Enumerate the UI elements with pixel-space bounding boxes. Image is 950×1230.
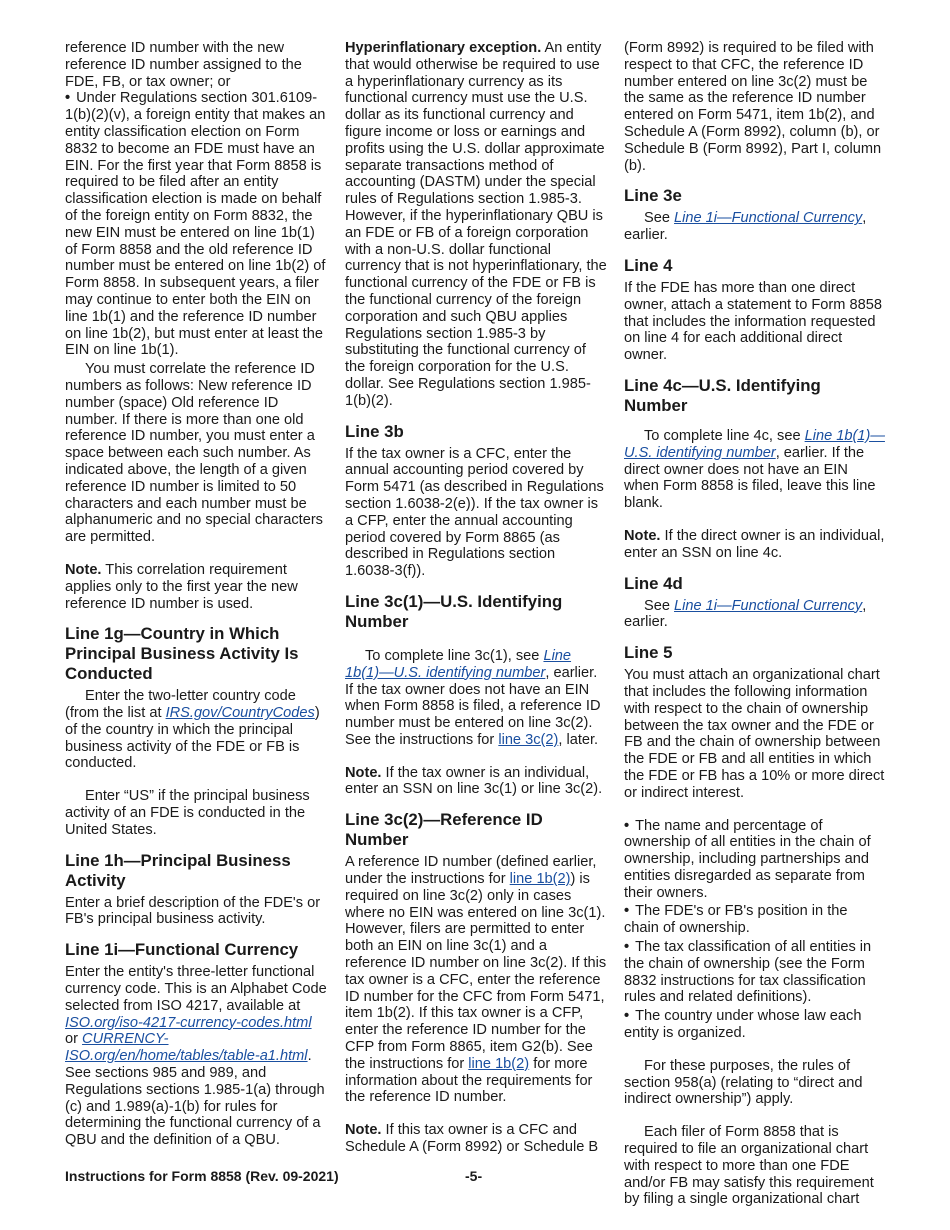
paragraph: Enter the two-letter country code (from the list at IRS.gov/CountryCodes) of the country in which the principal business activity of the FDE or FB is conducted.: [65, 688, 320, 772]
note-label: Note.: [65, 561, 102, 578]
currency-iso-link[interactable]: CURRENCY-ISO.org/en/home/tables/table-a1.html: [65, 1031, 308, 1065]
line-1i-link[interactable]: Line 1i—Functional Currency: [674, 210, 863, 227]
column-1: [65, 40, 328, 1161]
note: Note. If the tax owner is an individual, enter an SSN on line 3c(1) or line 3c(2).: [345, 764, 603, 798]
page-footer: [65, 1168, 886, 1184]
heading-line-5: Line 5: [624, 643, 673, 663]
bullet-item: • Under Regulations section 301.6109-1(b)(2)(v), a foreign entity that makes an entity classification election on Form 8832 to become an FDE must have an EIN. For the first year that Form 8858 is required to be filed after an entity classification election is made on behalf of the foreign entity on Form 8832, the new EIN must be entered on line 1b(1) of Form 8858 and the old reference ID number must be entered on line 1b(2) of Form 8858. In subsequent years, a filer may continue to enter both the EIN on line 1b(1) and the reference ID number on line 1b(2), but must enter at least the EIN on line 1b(1).: [65, 90, 328, 359]
countrycodes-link[interactable]: IRS.gov/CountryCodes: [165, 705, 315, 722]
column-2: [345, 40, 608, 1168]
line-1b1-link[interactable]: Line 1b(1)—U.S. identifying number: [624, 427, 885, 461]
paragraph: Hyperinflationary exception. An entity that would otherwise be required to use a hyperinflationary currency as its functional currency must use the U.S. dollar as its functional currency and figure income or loss or earnings and profits using the U.S. dollar approximate separate transactions method of accounting (DASTM) under the special rules of Regulations section 1.985-3. However, if the hyperinflationary QBU is an FDE or FB of a foreign corporation with a non-U.S. dollar functional currency that is not hyperinflationary, the functional currency of the FDE or FB is the functional currency of the foreign corporation and such QBU applies Regulations section 1.985-3 by substituting the functional currency of the foreign corporation for the U.S. dollar. See Regulations section 1.985-1(b)(2).: [345, 40, 607, 409]
iso-link[interactable]: ISO.org/iso-4217-currency-codes.html: [65, 1014, 312, 1031]
heading-line-4: Line 4: [624, 255, 673, 275]
bullet-item: • The country under whose law each entity is organized.: [624, 1008, 886, 1042]
page-number: -5-: [465, 1168, 483, 1184]
paragraph: reference ID number with the new reference ID number assigned to the FDE, FB, or tax owner; or: [65, 40, 302, 90]
bullet-item: • The tax classification of all entities in the chain of ownership (see the Form 8832 instructions for tax classification rules and related definitions).: [624, 939, 886, 1006]
line-1i-link[interactable]: Line 1i—Functional Currency: [674, 597, 863, 614]
note: Note. If the direct owner is an individual, enter an SSN on line 4c.: [624, 527, 885, 561]
heading-line-4c: Line 4c—U.S. Identifying Number: [624, 375, 821, 415]
heading-line-3c2: Line 3c(2)—Reference ID Number: [345, 810, 543, 850]
note: [65, 562, 328, 612]
footer-title: Instructions for Form 8858 (Rev. 09-2021): [65, 1168, 339, 1184]
paragraph: If the tax owner is a CFC, enter the annual accounting period covered by Form 5471 (as described in Regulations section 1.6038-2(e)). If the tax owner is a CFP, enter the annual accounting period covered by Form 8865 (as described in Regulations section 1.6038-3(f)).: [345, 445, 604, 580]
paragraph: A reference ID number (defined earlier, under the instructions for line 1b(2)) is required on line 3c(2) only in cases where no EIN was entered on line 3c(1). However, filers are permitted to enter both an EIN on line 3c(1) and a reference ID number on line 3c(2). If this tax owner is a CFC, enter the reference ID number for the CFC from Form 5471, item 1b(2). If this tax owner is a CFP, enter the reference ID number for the CFP from Form 8865, item G2(b). See the instructions for line 1b(2) for more information about the requirements for the reference ID number.: [345, 854, 607, 1106]
bullet-list: [624, 818, 886, 1042]
heading-line-3e: Line 3e: [624, 186, 682, 206]
note: Note. If this tax owner is a CFC and Schedule A (Form 8992) or Schedule B: [345, 1122, 599, 1156]
heading-line-4d: Line 4d: [624, 573, 683, 593]
paragraph: You must correlate the reference ID numbers as follows: New reference ID number (space) Old reference ID number. If there is more than one old reference ID number, you must enter a space between each such number. As indicated above, the length of a given reference ID number is limited to 50 characters and each number must be alphanumeric and no special characters are permitted.: [65, 361, 323, 546]
hyper-label: Hyperinflationary exception.: [345, 40, 542, 56]
line-1b2-link[interactable]: line 1b(2): [468, 1055, 530, 1072]
paragraph: Enter “US” if the principal business activity of an FDE is conducted in the United States.: [65, 788, 310, 838]
heading-line-1i: Line 1i—Functional Currency: [65, 940, 299, 960]
heading-line-1g: Line 1g—Country in Which Principal Business Activity Is Conducted: [65, 624, 299, 684]
paragraph: To complete line 4c, see Line 1b(1)—U.S. identifying number, earlier. If the direct owner does not have an EIN when Form 8858 is filed, leave this line blank.: [624, 427, 885, 512]
paragraph: For these purposes, the rules of section 958(a) (relating to “direct and indirect ownership”) apply.: [624, 1057, 863, 1108]
paragraph: See Line 1i—Functional Currency, earlier.: [624, 597, 867, 631]
line-1b2-link[interactable]: line 1b(2): [509, 871, 571, 888]
line-3c2-link[interactable]: line 3c(2): [498, 731, 559, 748]
paragraph: Enter a brief description of the FDE's or FB's principal business activity.: [65, 894, 321, 928]
paragraph: See Line 1i—Functional Currency, earlier.: [624, 210, 867, 244]
column-3: [624, 40, 886, 1220]
heading-line-3c1: Line 3c(1)—U.S. Identifying Number: [345, 591, 563, 631]
paragraph: If the FDE has more than one direct owner, attach a statement to Form 8858 that includes the information requested on line 4 for each additional direct owner.: [624, 279, 882, 364]
paragraph: To complete line 3c(1), see Line 1b(1)—U.S. identifying number, earlier. If the tax owner does not have an EIN when Form 8858 is filed, a reference ID number must be entered on line 3c(2). See the instructions for line 3c(2), later.: [345, 647, 601, 748]
paragraph: You must attach an organizational chart that includes the following information with respect to the chain of ownership between the tax owner and the FDE or FB and the chain of ownership between the FDE or FB and all entities in which the FDE or FB has a 10% or more direct or indirect interest.: [624, 667, 885, 801]
note-text: This correlation requirement applies only to the first year the new reference ID number is used.: [65, 561, 298, 612]
heading-line-3b: Line 3b: [345, 421, 404, 441]
line-1b1-link[interactable]: Line 1b(1)—U.S. identifying number: [345, 647, 572, 681]
bullet-item: • The FDE's or FB's position in the chain of ownership.: [624, 903, 886, 937]
paragraph: (Form 8992) is required to be filed with respect to that CFC, the reference ID number entered on line 3c(2) must be the same as the reference ID number entered on Form 5471, item 1b(2), and Schedule A (Form 8992), column (b), or Schedule B (Form 8992), Part I, column (b).: [624, 40, 882, 174]
paragraph: Enter the entity's three-letter functional currency code. This is an Alphabet Code selected from ISO 4217, available at ISO.org/iso-4217-currency-codes.html or CURRENCY-ISO.org/en/home/tables/table-a1.html. See sections 985 and 989, and Regulations sections 1.985-1(a) through (c) and 1.989(a)-1(b) for rules for determining the functional currency of a QBU and the definition of a QBU.: [65, 964, 327, 1149]
heading-line-1h: Line 1h—Principal Business Activity: [65, 850, 291, 890]
bullet-item: • The name and percentage of ownership of all entities in the chain of ownership, including partnerships and entities disregarded as separate from their owners.: [624, 818, 886, 902]
paragraph: Each filer of Form 8858 that is required to file an organizational chart with respect to more than one FDE and/or FB may satisfy this requirement by filing a single organizational chart: [624, 1124, 874, 1208]
